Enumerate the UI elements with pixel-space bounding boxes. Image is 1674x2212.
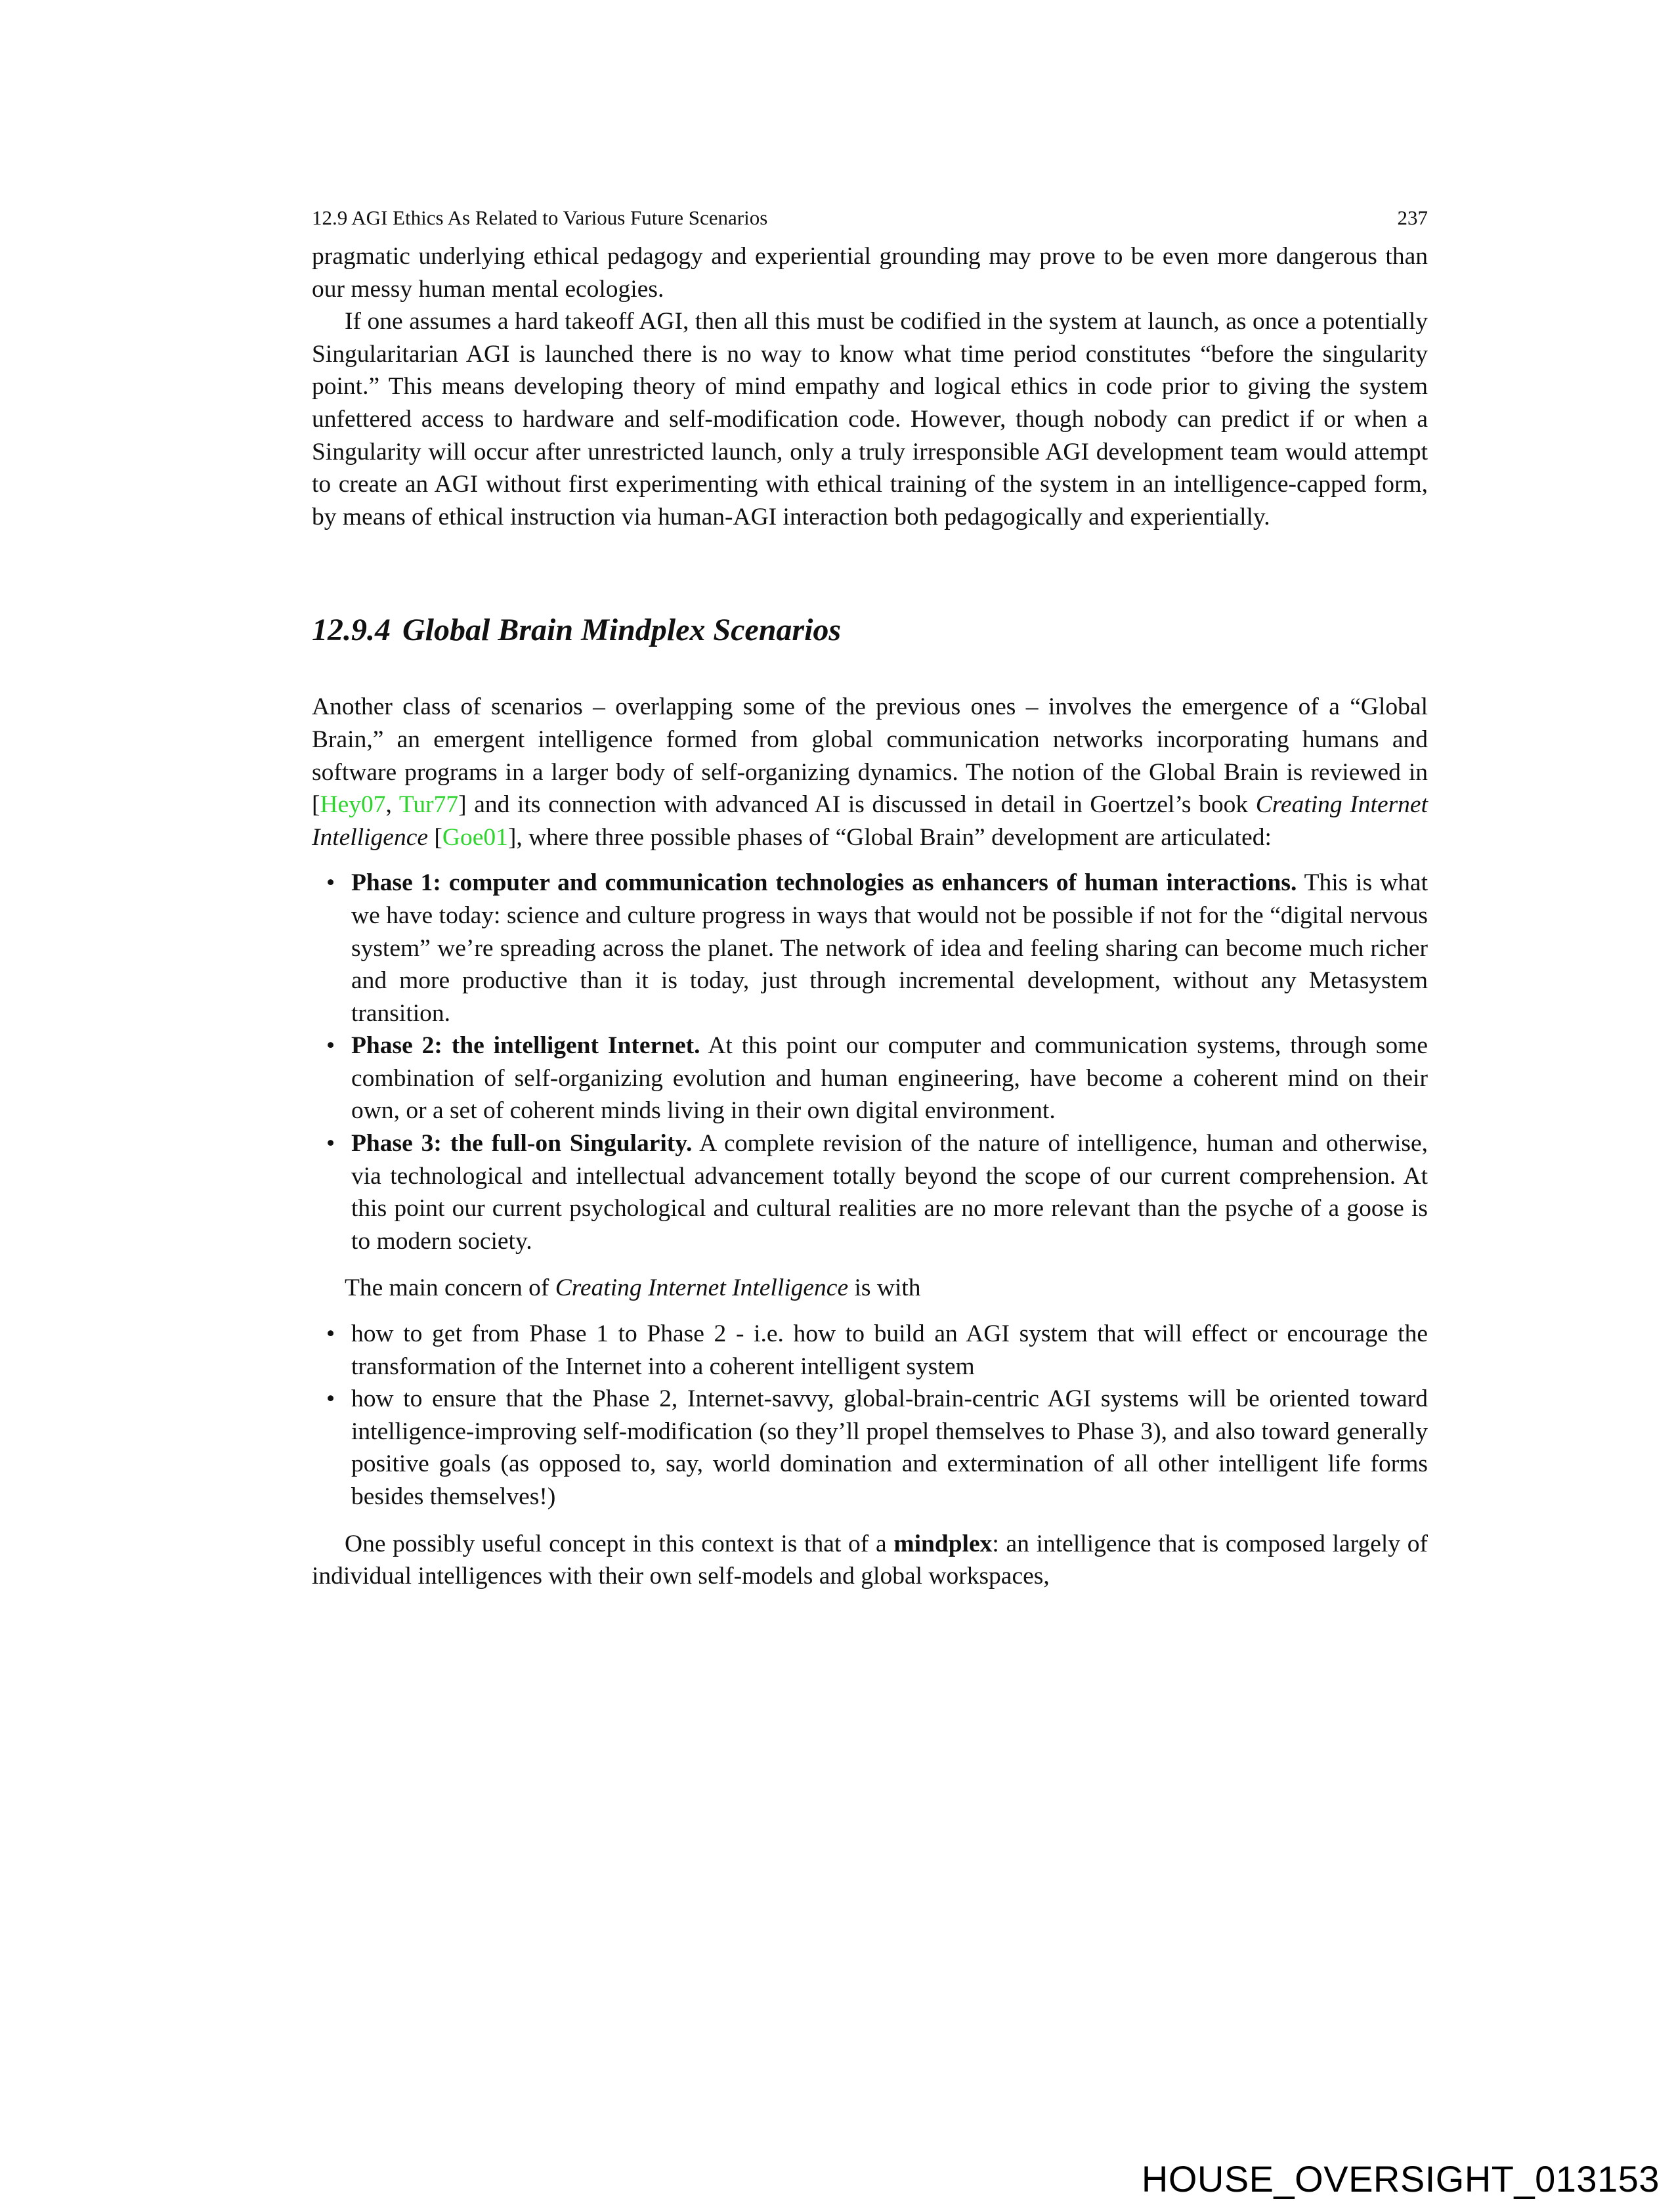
section-intro-paragraph <box>312 691 1428 854</box>
text-run: how to ensure that the Phase 2, Internet-savvy, global-brain-centric AGI systems will be oriented toward intelligence-improving self-modification (so they’ll propel themselves to Phase 3), and also toward generally positive goals (as opposed to, say, world domination and extermination of all other intelligent life forms besides themselves!) <box>351 1385 1428 1510</box>
text-run: is with <box>848 1274 921 1302</box>
bates-stamp: HOUSE_OVERSIGHT_013153 <box>1141 2158 1660 2200</box>
text-run: At this point our computer and communication systems, through some combination of self-organizing evolution and human engineering, have become a coherent mind on their own, or a set of coherent minds living in their own digital environment. <box>351 1032 1428 1125</box>
paragraph <box>312 305 1428 533</box>
citation-link[interactable]: Tur77 <box>398 791 459 819</box>
paragraph <box>312 240 1428 305</box>
bullet-icon: • <box>326 1032 335 1060</box>
bullet-icon: • <box>326 869 335 897</box>
citation-link[interactable]: Goe01 <box>442 823 508 851</box>
body-text <box>312 240 1428 1593</box>
running-head <box>312 205 1428 231</box>
citation-link[interactable]: Hey07 <box>320 791 386 819</box>
book-title: Creating Internet Intelligence <box>312 791 1428 851</box>
bullet-icon: • <box>326 1130 335 1158</box>
section-number: 12.9.4 <box>312 613 391 648</box>
text-run: This is what we have today: science and culture progress in ways that would not be possible if not for the “digital nervous system” we’re spreading across the planet. The network of idea and feeling sharing can become much richer and more productive than it is today, just through incremental development, without any Metasystem transition. <box>351 869 1428 1027</box>
page-number: 237 <box>1397 206 1428 229</box>
text-run: ], where three possible phases of “Global Brain” development are articulated: <box>507 823 1272 851</box>
text-run: pragmatic underlying ethical pedagogy and experiential grounding may prove to be even more dangerous than our messy human mental ecologies. <box>312 243 1428 303</box>
text-run: , <box>385 791 399 819</box>
bullet-icon: • <box>326 1385 335 1413</box>
list-item <box>312 867 1428 1030</box>
text-run: One possibly useful concept in this context is that of a <box>345 1530 894 1557</box>
section-heading <box>312 611 1428 650</box>
bullet-icon: • <box>326 1320 335 1348</box>
bold-run-in: Phase 2: the intelligent Internet. <box>351 1032 700 1060</box>
text-run: If one assumes a hard takeoff AGI, then all this must be codified in the system at launch, as once a potentially Singularitarian AGI is launched there is no way to know what time period constitutes “before the singularity point.” This means developing theory of mind empathy and logical ethics in code prior to giving the system unfettered access to hardware and self-modification code. However, though nobody can predict if or when a Singularity will occur after unrestricted launch, only a truly irresponsible AGI development team would attempt to create an AGI without first experimenting with ethical training of the system in an intelligence-capped form, by means of ethical instruction via human-AGI interaction both pedagogically and experientially. <box>312 308 1428 531</box>
text-run: [ <box>428 823 442 851</box>
closing-paragraph <box>312 1528 1428 1593</box>
running-head-section: 12.9 AGI Ethics As Related to Various Future Scenarios <box>312 206 768 229</box>
list-item <box>312 1030 1428 1127</box>
text-run: ] and its connection with advanced AI is discussed in detail in Goertzel’s book <box>458 791 1256 819</box>
bold-run-in: Phase 1: computer and communication technologies as enhancers of human interactions. <box>351 869 1297 897</box>
text-run: : an intelligence that is composed largely of individual intelligences with their own self-models and global workspaces, <box>312 1530 1428 1590</box>
phases-list <box>312 867 1428 1257</box>
concerns-list <box>312 1318 1428 1513</box>
bold-run-in: mindplex <box>893 1530 993 1557</box>
text-run: how to get from Phase 1 to Phase 2 - i.e. how to build an AGI system that will effect or encourage the transformation of the Internet into a coherent intelligent system <box>351 1320 1428 1380</box>
text-run: A complete revision of the nature of intelligence, human and otherwise, via technological and intellectual advancement totally beyond the scope of our current comprehension. At this point our current psychological and cultural realities are no more relevant than the psyche of a goose is to modern society. <box>351 1130 1428 1255</box>
book-title: Creating Internet Intelligence <box>555 1274 849 1302</box>
list-item <box>312 1383 1428 1513</box>
book-page <box>312 205 1428 1593</box>
section-title: Global Brain Mindplex Scenarios <box>402 613 842 648</box>
concern-intro-paragraph <box>312 1272 1428 1305</box>
bold-run-in: Phase 3: the full-on Singularity. <box>351 1130 693 1158</box>
text-run: The main concern of <box>345 1274 555 1302</box>
intro-paragraphs <box>312 240 1428 533</box>
list-item <box>312 1318 1428 1383</box>
list-item <box>312 1127 1428 1257</box>
text-run: Another class of scenarios – overlapping some of the previous ones – involves the emergence of a “Global Brain,” an emergent intelligence formed from global communication networks incorporating humans and software programs in a larger body of self-organizing dynamics. The notion of the Global Brain is reviewed in [ <box>312 693 1428 819</box>
